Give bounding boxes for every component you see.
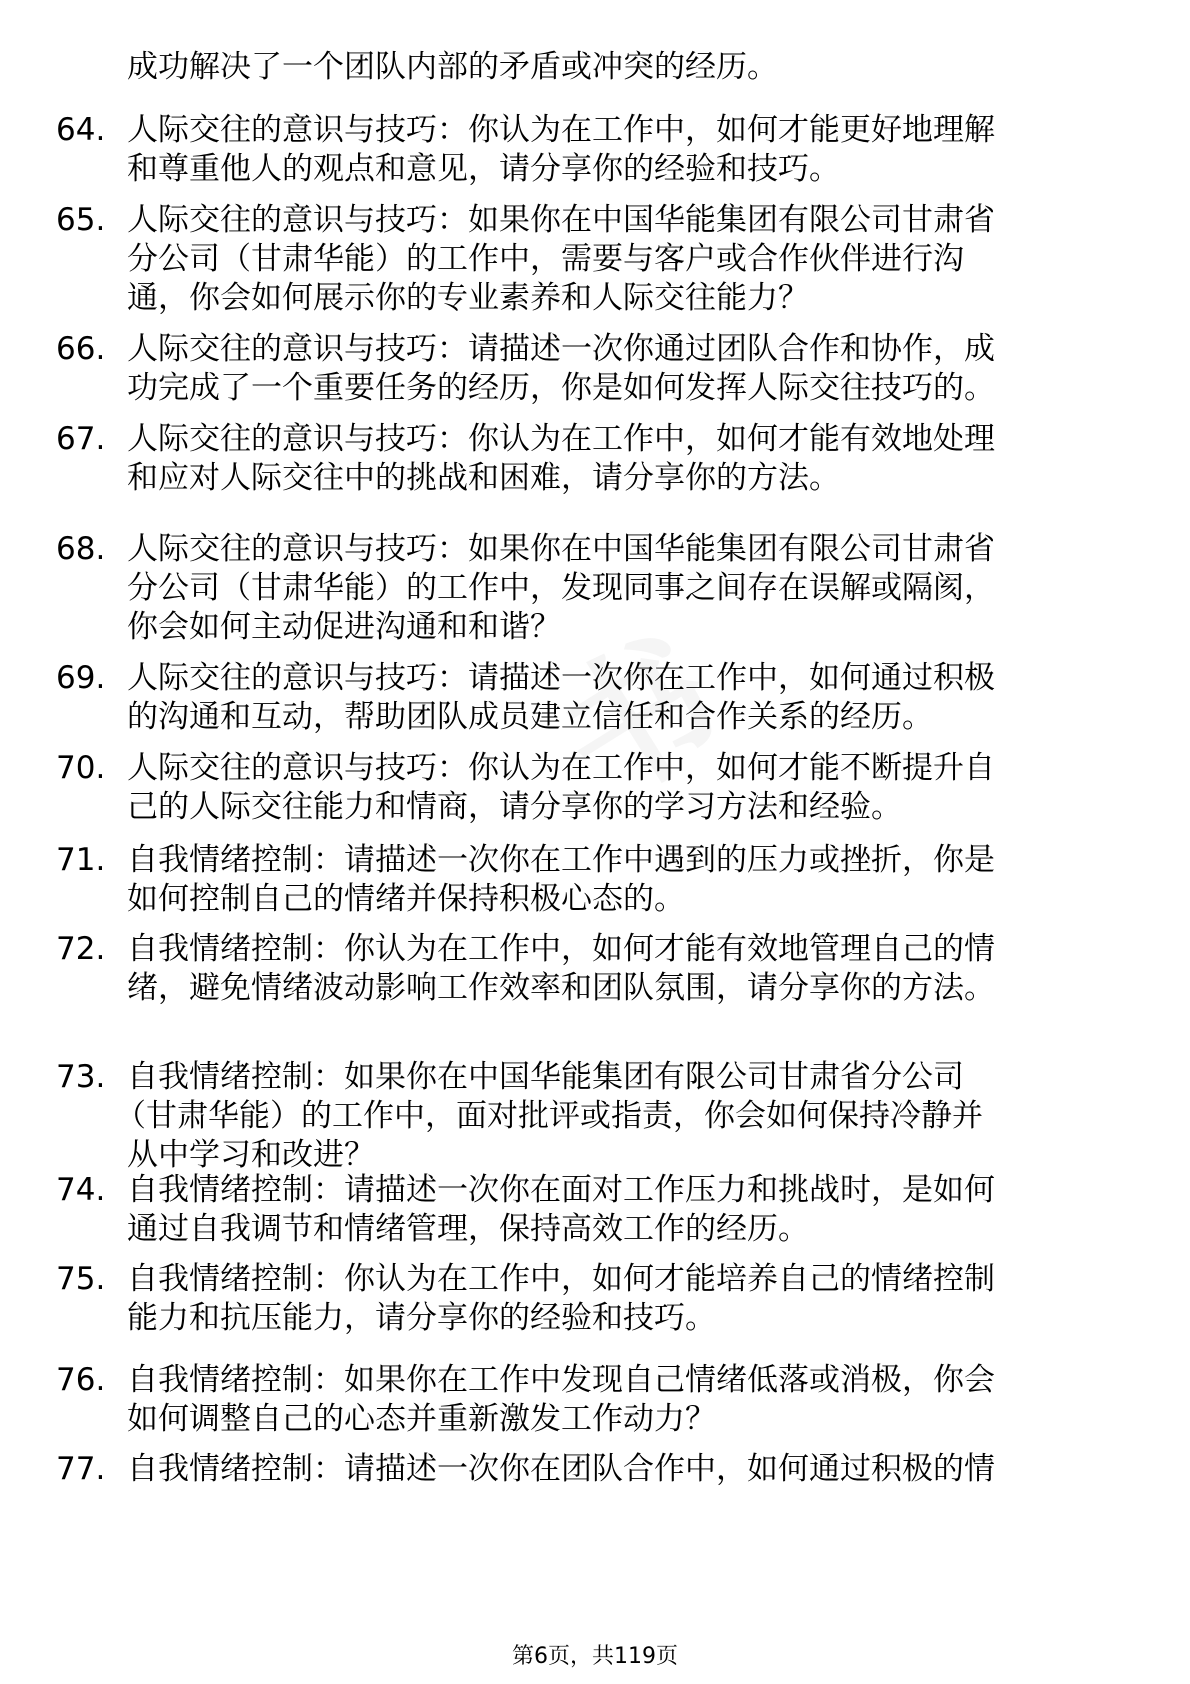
question-line: （甘肃华能）的工作中，面对批评或指责，你会如何保持冷静并 <box>115 1098 983 1134</box>
question-text <box>115 1058 1127 1175</box>
question-number: 64. <box>56 112 106 148</box>
question-number: 74. <box>56 1172 106 1208</box>
question-number: 76. <box>56 1362 106 1398</box>
question-text <box>127 1171 1127 1249</box>
question-number: 75. <box>56 1261 106 1297</box>
question-number: 66. <box>56 331 106 367</box>
question-line: 自我情绪控制：请描述一次你在面对工作压力和挑战时，是如何 <box>127 1172 995 1208</box>
question-number: 68. <box>56 531 106 567</box>
question-line: 人际交往的意识与技巧：请描述一次你在工作中，如何通过积极 <box>127 660 995 696</box>
question-line: 分公司（甘肃华能）的工作中，需要与客户或合作伙伴进行沟 <box>127 241 964 277</box>
question-line: 通，你会如何展示你的专业素养和人际交往能力？ <box>127 280 809 316</box>
question-number: 73. <box>56 1059 106 1095</box>
question-number: 72. <box>56 931 106 967</box>
question-number: 71. <box>56 842 106 878</box>
question-text <box>127 930 1127 1008</box>
question-number: 77. <box>56 1451 106 1487</box>
question-text <box>127 201 1127 318</box>
question-text <box>127 749 1127 827</box>
question-line: 绪，避免情绪波动影响工作效率和团队氛围，请分享你的方法。 <box>127 970 995 1006</box>
question-line: 你会如何主动促进沟通和和谐？ <box>127 609 561 645</box>
question-line: 自我情绪控制：你认为在工作中，如何才能培养自己的情绪控制 <box>127 1261 995 1297</box>
question-text <box>127 659 1127 737</box>
question-line: 自我情绪控制：请描述一次你在团队合作中，如何通过积极的情 <box>127 1451 995 1487</box>
question-line: 人际交往的意识与技巧：你认为在工作中，如何才能有效地处理 <box>127 421 995 457</box>
continuation-line: 成功解决了一个团队内部的矛盾或冲突的经历。 <box>127 49 778 85</box>
question-line: 人际交往的意识与技巧：你认为在工作中，如何才能更好地理解 <box>127 112 995 148</box>
question-text <box>127 1260 1127 1338</box>
question-text <box>127 530 1127 647</box>
question-number: 70. <box>56 750 106 786</box>
question-line: 分公司（甘肃华能）的工作中，发现同事之间存在误解或隔阂， <box>127 570 995 606</box>
question-line: 通过自我调节和情绪管理，保持高效工作的经历。 <box>127 1211 809 1247</box>
question-line: 和应对人际交往中的挑战和困难，请分享你的方法。 <box>127 460 840 496</box>
question-line: 人际交往的意识与技巧：你认为在工作中，如何才能不断提升自 <box>127 750 995 786</box>
question-line: 自我情绪控制：请描述一次你在工作中遇到的压力或挫折，你是 <box>127 842 995 878</box>
question-text <box>127 420 1127 498</box>
question-line: 从中学习和改进？ <box>127 1137 375 1173</box>
question-text <box>127 111 1127 189</box>
question-line: 自我情绪控制：你认为在工作中，如何才能有效地管理自己的情 <box>127 931 995 967</box>
question-line: 人际交往的意识与技巧：如果你在中国华能集团有限公司甘肃省 <box>127 531 995 567</box>
question-number: 67. <box>56 421 106 457</box>
question-number: 65. <box>56 202 106 238</box>
page-footer: 第6页，共119页 <box>512 1644 678 1669</box>
question-line: 己的人际交往能力和情商，请分享你的学习方法和经验。 <box>127 789 902 825</box>
question-text <box>127 841 1127 919</box>
question-line: 如何控制自己的情绪并保持积极心态的。 <box>127 881 685 917</box>
question-line: 自我情绪控制：如果你在工作中发现自己情绪低落或消极，你会 <box>127 1362 995 1398</box>
question-line: 的沟通和互动，帮助团队成员建立信任和合作关系的经历。 <box>127 699 933 735</box>
question-text <box>127 1361 1127 1439</box>
question-line: 功完成了一个重要任务的经历，你是如何发挥人际交往技巧的。 <box>127 370 995 406</box>
question-text <box>127 330 1127 408</box>
question-line: 和尊重他人的观点和意见，请分享你的经验和技巧。 <box>127 151 840 187</box>
question-text <box>127 1450 1127 1489</box>
question-line: 人际交往的意识与技巧：如果你在中国华能集团有限公司甘肃省 <box>127 202 995 238</box>
question-line: 如何调整自己的心态并重新激发工作动力？ <box>127 1401 716 1437</box>
question-number: 69. <box>56 660 106 696</box>
question-line: 自我情绪控制：如果你在中国华能集团有限公司甘肃省分公司 <box>127 1059 964 1095</box>
question-line: 人际交往的意识与技巧：请描述一次你通过团队合作和协作，成 <box>127 331 995 367</box>
question-line: 能力和抗压能力，请分享你的经验和技巧。 <box>127 1300 716 1336</box>
